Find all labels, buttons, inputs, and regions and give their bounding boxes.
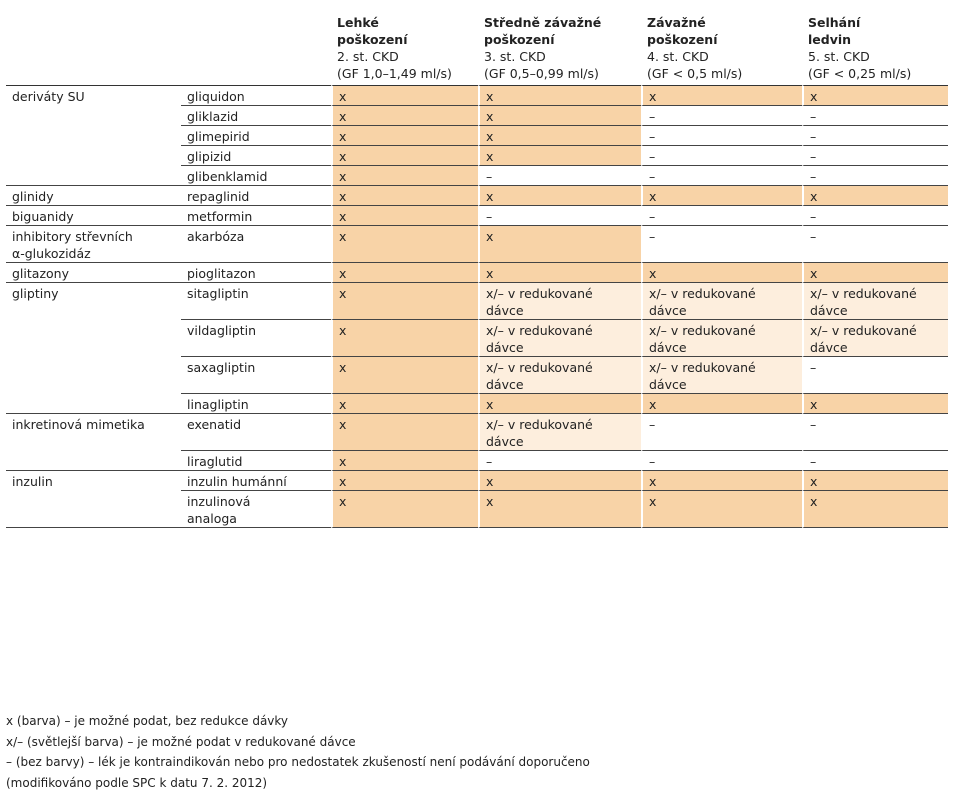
column-header-title: Závažné poškození (647, 15, 718, 47)
dosing-cell: – (802, 165, 948, 185)
table-row (6, 185, 948, 205)
drug-name-cell: pioglitazon (181, 262, 331, 282)
dosing-cell: x/– v redukované dávce (478, 282, 641, 319)
dosing-cell: – (641, 145, 802, 165)
dosing-cell: x (641, 470, 802, 490)
drug-group-cell (6, 319, 181, 356)
column-header-5 (802, 14, 948, 85)
column-header-subtitle: (GF 1,0–1,49 ml/s) (337, 66, 452, 81)
drug-group-cell: glitazony (6, 262, 181, 282)
column-header-4 (641, 14, 802, 85)
dosing-cell: x (802, 490, 948, 528)
drug-group-cell (6, 450, 181, 470)
dosing-cell: x (331, 225, 478, 262)
dosing-cell: x (478, 125, 641, 145)
table-row (6, 205, 948, 225)
column-header-subtitle: (GF 0,5–0,99 ml/s) (484, 66, 599, 81)
drug-group-cell (6, 165, 181, 185)
dosing-cell: x (641, 262, 802, 282)
dosing-cell: x (802, 185, 948, 205)
dosing-cell: – (478, 165, 641, 185)
dosing-cell: x (331, 205, 478, 225)
legend (6, 711, 590, 793)
dosing-cell: – (802, 225, 948, 262)
table-row (6, 262, 948, 282)
drug-name-cell: linagliptin (181, 393, 331, 413)
table-row (6, 282, 948, 319)
dosing-cell: x (478, 185, 641, 205)
drug-name-cell: sitagliptin (181, 282, 331, 319)
legend-line: x/– (světlejší barva) – je možné podat v redukované dávce (6, 734, 356, 749)
table-row (6, 85, 948, 105)
dosing-cell: – (802, 125, 948, 145)
drug-group-cell (6, 145, 181, 165)
drug-group-cell: inhibitory střevních α-glukozidáz (6, 225, 181, 262)
dosing-cell: x (802, 470, 948, 490)
table-row (6, 393, 948, 413)
table-row (6, 450, 948, 470)
dosing-cell: x (331, 393, 478, 413)
column-header-2 (331, 14, 478, 85)
drug-name-cell: gliklazid (181, 105, 331, 125)
drug-name-cell: inzulin humánní (181, 470, 331, 490)
dosing-cell: x/– v redukované dávce (641, 282, 802, 319)
dosing-cell: x/– v redukované dávce (478, 356, 641, 393)
dosing-cell: x (641, 85, 802, 105)
dosing-cell: x (331, 450, 478, 470)
dosing-cell: – (641, 450, 802, 470)
drug-name-cell: glibenklamid (181, 165, 331, 185)
dosing-cell: – (641, 125, 802, 145)
dosing-cell: x (478, 393, 641, 413)
dosing-cell: x (478, 470, 641, 490)
drug-name-cell: saxagliptin (181, 356, 331, 393)
drug-group-cell (6, 490, 181, 528)
drug-dosing-table (6, 14, 948, 528)
column-header-3 (478, 14, 641, 85)
dosing-cell: x (331, 85, 478, 105)
drug-name-cell: liraglutid (181, 450, 331, 470)
drug-name-cell: glimepirid (181, 125, 331, 145)
dosing-cell: – (802, 356, 948, 393)
dosing-cell: – (802, 145, 948, 165)
dosing-cell: x/– v redukované dávce (802, 282, 948, 319)
legend-line: – (bez barvy) – lék je kontraindikován nebo pro nedostatek zkušeností není podávání doporučeno (6, 755, 590, 769)
dosing-cell: – (802, 205, 948, 225)
dosing-cell: – (802, 413, 948, 450)
dosing-cell: x (478, 225, 641, 262)
dosing-cell: – (641, 413, 802, 450)
dosing-cell: x (478, 262, 641, 282)
dosing-cell: x (641, 185, 802, 205)
dosing-cell: x/– v redukované dávce (641, 356, 802, 393)
table-row (6, 225, 948, 262)
column-header-subtitle: 4. st. CKD (647, 49, 709, 64)
drug-name-cell: glipizid (181, 145, 331, 165)
dosing-cell: x (331, 490, 478, 528)
dosing-cell: x (331, 165, 478, 185)
dosing-cell: x (478, 85, 641, 105)
drug-group-cell: inkretinová mimetika (6, 413, 181, 450)
dosing-cell: x (331, 185, 478, 205)
drug-name-cell: gliquidon (181, 85, 331, 105)
dosing-cell: x (331, 470, 478, 490)
dosing-cell: x (802, 262, 948, 282)
dosing-cell: x (331, 319, 478, 356)
table-row (6, 490, 948, 528)
dosing-cell: x (478, 145, 641, 165)
table-row (6, 356, 948, 393)
drug-name-cell: vildagliptin (181, 319, 331, 356)
dosing-cell: x (331, 145, 478, 165)
drug-name-cell: inzulinová analoga (181, 490, 331, 528)
column-header-subtitle: 5. st. CKD (808, 49, 870, 64)
table-row (6, 165, 948, 185)
dosing-cell: – (641, 105, 802, 125)
dosing-cell: x (331, 282, 478, 319)
dosing-cell: x (331, 125, 478, 145)
dosing-cell: – (478, 450, 641, 470)
table-row (6, 145, 948, 165)
drug-name-cell: akarbóza (181, 225, 331, 262)
drug-group-cell: glinidy (6, 185, 181, 205)
dosing-cell: x/– v redukované dávce (478, 413, 641, 450)
dosing-cell: x (802, 85, 948, 105)
drug-group-cell: gliptiny (6, 282, 181, 319)
column-header-subtitle: (GF < 0,25 ml/s) (808, 66, 912, 81)
drug-group-cell: inzulin (6, 470, 181, 490)
table-body (6, 85, 948, 528)
table-row (6, 319, 948, 356)
dosing-cell: x/– v redukované dávce (802, 319, 948, 356)
dosing-cell: x (331, 262, 478, 282)
drug-group-cell (6, 125, 181, 145)
drug-name-cell: metformin (181, 205, 331, 225)
drug-name-cell: exenatid (181, 413, 331, 450)
dosing-cell: – (802, 105, 948, 125)
column-header-title: Středně závažné poškození (484, 15, 602, 47)
drug-group-cell (6, 105, 181, 125)
table-row (6, 105, 948, 125)
drug-group-cell (6, 393, 181, 413)
dosing-cell: – (641, 165, 802, 185)
legend-line: (modifikováno podle SPC k datu 7. 2. 2012) (6, 775, 268, 790)
dosing-cell: x (478, 105, 641, 125)
dosing-cell: x (641, 393, 802, 413)
table-row (6, 125, 948, 145)
dosing-cell: x/– v redukované dávce (641, 319, 802, 356)
drug-name-cell: repaglinid (181, 185, 331, 205)
dosing-cell: x/– v redukované dávce (478, 319, 641, 356)
table-row (6, 470, 948, 490)
dosing-cell: – (641, 225, 802, 262)
dosing-cell: – (802, 450, 948, 470)
column-header-subtitle: 2. st. CKD (337, 49, 399, 64)
dosing-cell: x (331, 105, 478, 125)
legend-line: x (barva) – je možné podat, bez redukce dávky (6, 714, 289, 728)
column-header-1 (181, 14, 331, 85)
column-header-title: Selhání ledvin (808, 15, 861, 47)
column-header-subtitle: 3. st. CKD (484, 49, 546, 64)
dosing-cell: x (641, 490, 802, 528)
column-header-0 (6, 14, 181, 85)
dosing-cell: x (331, 413, 478, 450)
dosing-cell: – (478, 205, 641, 225)
dosing-cell: x (802, 393, 948, 413)
drug-group-cell: biguanidy (6, 205, 181, 225)
dosing-cell: x (331, 356, 478, 393)
column-header-subtitle: (GF < 0,5 ml/s) (647, 66, 743, 81)
dosing-cell: x (478, 490, 641, 528)
drug-group-cell: deriváty SU (6, 85, 181, 105)
table-row (6, 413, 948, 450)
header-row (6, 14, 948, 85)
drug-group-cell (6, 356, 181, 393)
column-header-title: Lehké poškození (337, 15, 408, 47)
dosing-cell: – (641, 205, 802, 225)
